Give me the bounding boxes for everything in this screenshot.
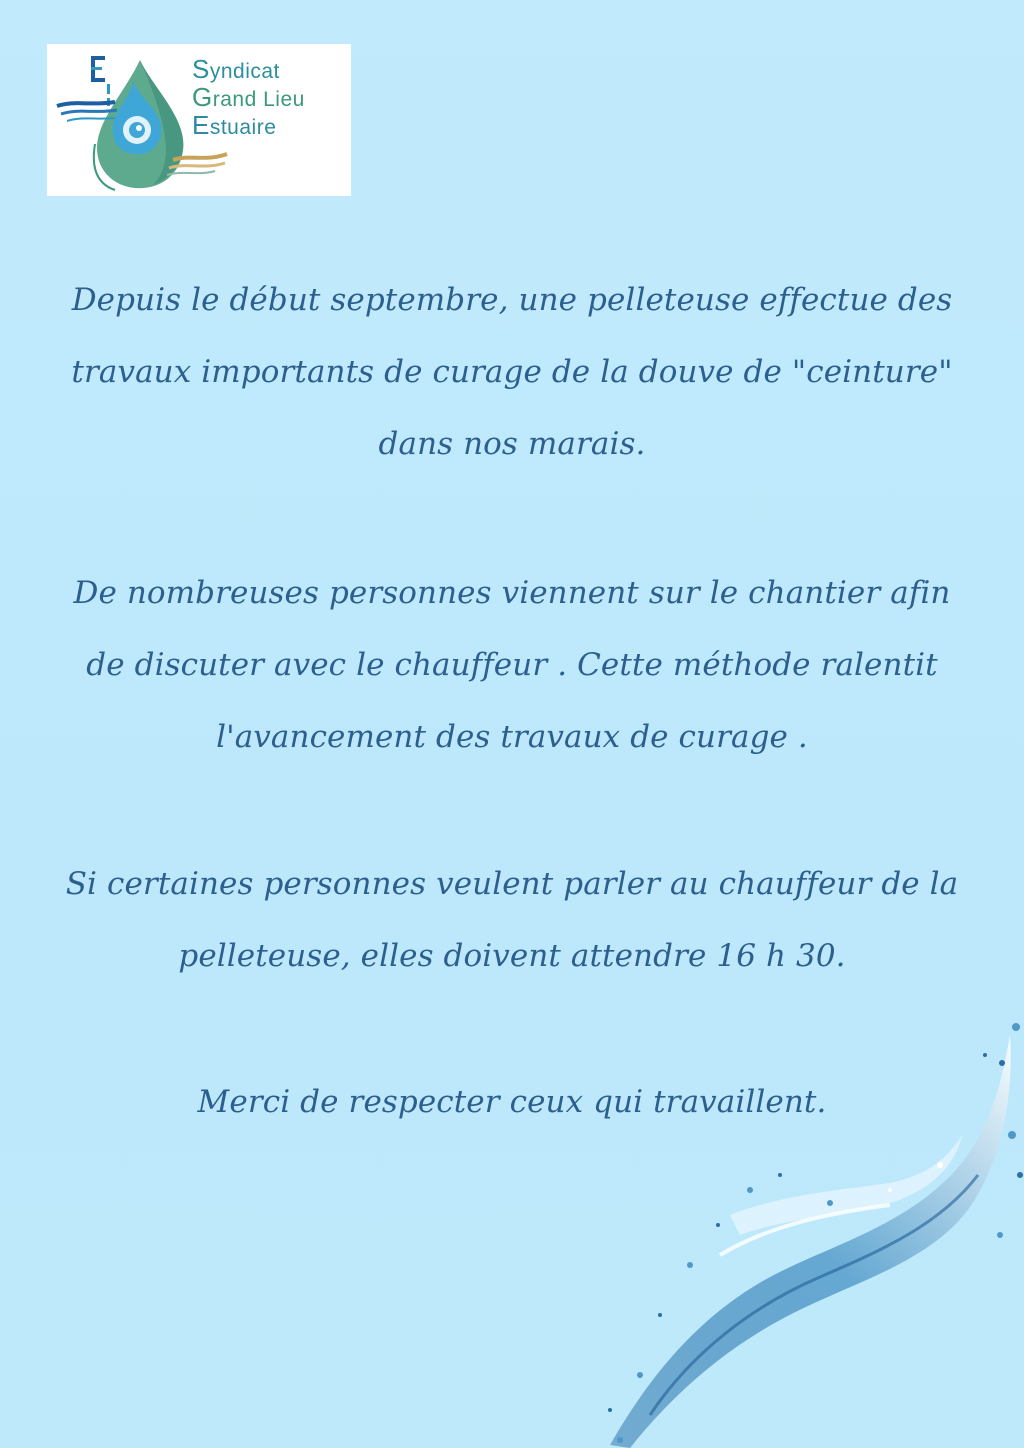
paragraph-visitors-slowdown (0, 557, 1024, 773)
logo-wordmark (192, 56, 305, 140)
logo-line-estuaire: Estuaire (192, 110, 277, 140)
paragraph-waiting-time (0, 848, 1024, 992)
paragraph-works-announcement (0, 264, 1024, 480)
paragraph2-line3: l'avancement des travaux de curage . (216, 719, 808, 755)
paragraph1-line3: dans nos marais. (378, 426, 646, 462)
closing-line: Merci de respecter ceux qui travaillent. (197, 1084, 827, 1120)
organization-logo (47, 44, 351, 196)
logo-line-grand-lieu: Grand Lieu (192, 82, 305, 112)
logo-line-syndicat: Syndicat (192, 54, 280, 84)
paragraph2-line1: De nombreuses personnes viennent sur le chantier afin (73, 575, 951, 611)
paragraph1-line2: travaux importants de curage de la douve de "ceinture" (71, 354, 953, 390)
paragraph1-line1: Depuis le début septembre, une pelleteuse effectue des (71, 282, 953, 318)
paragraph3-line2: pelleteuse, elles doivent attendre 16 h 30. (178, 938, 846, 974)
paragraph3-line1: Si certaines personnes veulent parler au chauffeur de la (65, 866, 959, 902)
water-splash-decoration (590, 1015, 1024, 1448)
paragraph2-line2: de discuter avec le chauffeur . Cette méthode ralentit (86, 647, 938, 683)
